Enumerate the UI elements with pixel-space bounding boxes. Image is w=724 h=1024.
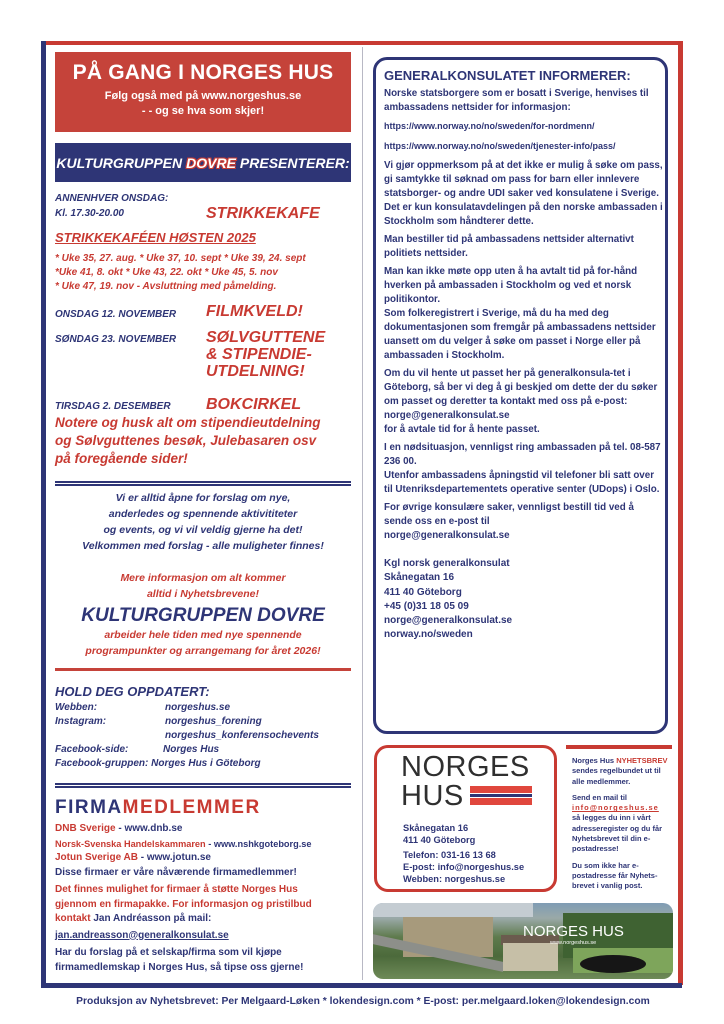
divider-line-red (55, 668, 351, 671)
firma-title (55, 797, 261, 819)
nh-address: 411 40 Göteborg (403, 835, 476, 845)
member-name: DNB Sverige (55, 823, 116, 834)
social-row (55, 743, 351, 757)
more-line: alltid i Nyhetsbrevene! (146, 588, 260, 600)
firma-title-a: FIRMA (55, 797, 123, 818)
gk-url-link[interactable]: https://www.norway.no/no/sweden/for-nordmenn/ (384, 121, 595, 131)
header-subtitle-1: Følg også med på www.norgeshus.se (104, 90, 302, 102)
open-line: Vi er alltid åpne for forslag om nye, (115, 492, 291, 504)
member-url[interactable]: www.dnb.se (124, 823, 183, 834)
event-title (206, 329, 325, 380)
gk-address-line: 411 40 Göteborg (384, 586, 462, 598)
kd-line: arbeider hele tiden med nye spennende (104, 629, 302, 641)
social-key: Webben: (55, 702, 98, 713)
gk-address-line: Skånegatan 16 (384, 572, 455, 584)
firma-current: Disse firmaer er våre nåværende firmamedlemmer! (55, 866, 297, 878)
social-row (55, 715, 351, 729)
photo-house (503, 943, 558, 971)
gk-url-link[interactable]: https://www.norway.no/no/sweden/tjenester-info/pass/ (384, 141, 616, 151)
side-p2-post: så legges du inn i vårt adresseregister og du får Nyhetsbrevet til din e-postadresse! (572, 813, 663, 854)
column-divider (362, 47, 363, 980)
member-name: Norsk-Svenska Handelskammaren (55, 838, 206, 849)
reminder-note (55, 414, 321, 468)
generalkonsulat-content (384, 68, 664, 643)
divider-line (55, 481, 351, 486)
gk-paragraph: Om du vil hente ut passet her på generalkonsula-tet i Göteborg, så ber vi deg å gi beskjed om dette der du søker om passet og deretter ta kontakt med oss på e-post: (384, 368, 658, 407)
newsletter-side-note (572, 756, 674, 898)
generalkonsulat-title: GENERALKONSULATET INFORMERER: (384, 68, 631, 83)
firma-member: Norsk-Svenska Handelskammaren - www.nshkgoteborg.se (55, 838, 312, 849)
social-value[interactable]: norgeshus_forening (165, 716, 262, 727)
strikk-dates (55, 252, 306, 294)
firma-package-line: Det finnes mulighet for firmaer å støtte Norges Hus (55, 884, 298, 895)
nh-address: Skånegatan 16 (403, 823, 469, 833)
gk-paragraph: I en nødsituasjon, vennligst ring ambassaden på tel. 08-587 236 00. (384, 442, 661, 467)
gk-address-line[interactable]: norge@generalkonsulat.se (384, 615, 513, 627)
event-date: TIRSDAG 2. DESEMBER (55, 401, 171, 412)
firma-package-line: gjennom en firmapakke. For informasjon og pristilbud (55, 898, 312, 910)
social-list (55, 701, 351, 771)
note-line: på foregående sider! (55, 451, 188, 466)
side-p2-pre: Send en mail til (572, 792, 628, 802)
note-line: og Sølvguttenes besøk, Julebasaren osv (55, 433, 317, 448)
kulturgruppen-banner (55, 143, 351, 182)
photo-url: www.norgeshus.se (550, 940, 597, 946)
logo-line-2: HUS (401, 780, 464, 812)
event-date: SØNDAG 23. NOVEMBER (55, 334, 177, 345)
kultur-dovre: DOVRE (186, 154, 236, 171)
side-note-bar (566, 745, 672, 749)
firma-member: Jotun Sverige AB - www.jotun.se (55, 852, 211, 863)
nh-web[interactable]: Webben: norgeshus.se (403, 874, 506, 884)
gk-paragraph: for å avtale tid for å hente passet. (384, 424, 540, 435)
logo-line-1: NORGES (401, 751, 530, 783)
tip-line: firmamedlemskap i Norges Hus, så tipse oss gjerne! (55, 961, 304, 973)
social-row (55, 729, 351, 743)
social-key (55, 729, 165, 743)
gk-paragraph: Vi gjør oppmerksom på at det ikke er mulig å søke om pass, gi samtykke til søknad om pass for barn eller innlevere statsborger- og andre UDI saker ved konsulatene i Sverige. (384, 160, 663, 199)
gk-paragraph: Som folkeregistrert i Sverige, må du ha med deg dokumentasjonen som fremgår på ambassadens nettsider uansett om du velger å søke om passet i Norge eller på ambassaden i Stockholm. (384, 308, 656, 361)
member-url[interactable]: www.nshkgoteborg.se (213, 838, 312, 849)
contact-email-link[interactable]: jan.andreasson@generalkonsulat.se (55, 929, 229, 941)
open-line: anderledes og spennende aktivititeter (108, 508, 298, 520)
social-key: Facebook-gruppen: (55, 758, 149, 769)
photo-pavilion (580, 955, 646, 973)
contact-name: Jan Andréasson på mail: (93, 913, 212, 924)
firma-member: DNB Sverige - www.dnb.se (55, 823, 183, 834)
kulturgruppen-dovre-block (55, 605, 351, 659)
member-name: Jotun Sverige AB (55, 852, 138, 863)
gk-email-link[interactable]: norge@generalkonsulat.se (384, 410, 510, 421)
event-date: ONSDAG 12. NOVEMBER (55, 309, 177, 320)
social-value[interactable]: Norges Hus (163, 744, 220, 755)
photo-stadium (373, 903, 533, 917)
more-line: Mere informasjon om alt kommer (120, 572, 286, 584)
header-subtitle-2: - - og se hva som skjer! (141, 105, 265, 117)
strikk-heading: STRIKKEKAFÉEN HØSTEN 2025 (55, 230, 256, 245)
strikk-date-line: * Uke 47, 19. nov - Avsluttning med påmelding. (55, 281, 277, 292)
side-p1-highlight: NYHETSBREV (616, 756, 668, 765)
social-row (55, 757, 351, 771)
gk-address-line[interactable]: norway.no/sweden (384, 629, 473, 641)
kultur-post: PRESENTERER: (239, 154, 350, 171)
event-title: BOKCIRKEL (206, 396, 302, 413)
event-title-line: SØLVGUTTENE (206, 329, 326, 346)
gk-intro: Norske statsborgere som er bosatt i Sverige, henvises til ambassadens nettsider for informasjon: (384, 88, 649, 113)
note-line: Notere og husk alt om stipendieutdelning (55, 415, 321, 430)
page-title: PÅ GANG I NORGES HUS (72, 61, 334, 84)
side-p1-post: sendes regelbundet ut til alle medlemmer. (572, 766, 661, 786)
frame-left-border (41, 41, 46, 985)
nh-phone: Telefon: 031-16 13 68 (403, 850, 496, 860)
norges-hus-contact (403, 822, 524, 885)
gk-address-line: +45 (0)31 18 05 09 (384, 600, 469, 612)
event-title-line: & STIPENDIE- (206, 346, 312, 363)
gk-paragraph: For øvrige konsulære saker, vennligst bestill tid ved å sende oss en e-post til (384, 502, 634, 527)
event-title: FILMKVELD! (206, 303, 303, 320)
strikk-date-line: * Uke 35, 27. aug. * Uke 37, 10. sept * Uke 39, 24. sept (55, 253, 306, 264)
side-email-link[interactable]: info@norgeshus.se (572, 803, 659, 813)
social-value[interactable]: norgeshus.se (165, 702, 231, 713)
gk-paragraph: Man bestiller tid på ambassadens nettsider alternativt politiets nettsider. (384, 234, 634, 259)
social-row (55, 701, 351, 715)
gk-paragraph: Utenfor ambassadens åpningstid vil telefoner bli satt over til Utenriksdepartementets operative senter (UDops) i Oslo. (384, 470, 660, 495)
firma-list (55, 822, 355, 975)
gk-paragraph: Det er kun konsulatavdelingen på den norske ambassaden i Stockholm som håndterer dette. (384, 202, 663, 227)
gk-email-link[interactable]: norge@generalkonsulat.se (384, 530, 510, 541)
firma-title-b: MEDLEMMER (122, 797, 261, 818)
kulturgruppen-dovre-title: KULTURGRUPPEN DOVRE (81, 605, 325, 626)
gk-paragraph: Man kan ikke møte opp uten å ha avtalt tid på for-hånd hverken på ambassaden i Stockholm og ved et norsk politikontor. (384, 266, 638, 305)
open-line: Velkommen med forslag - alle muligheter finnes! (82, 540, 324, 552)
photo-title: NORGES HUS (523, 923, 624, 940)
social-value[interactable]: norgeshus_konferensochevents (165, 730, 319, 741)
tip-line: Har du forslag på et selskap/firma som vil kjøpe (55, 947, 282, 958)
side-p3: Du som ikke har e-postadresse får Nyhets-brevet i vanlig post. (572, 860, 658, 891)
frame-bottom-border (41, 983, 682, 988)
strikk-label-1: ANNENHVER ONSDAG: (55, 193, 169, 204)
contact-pre: kontakt (55, 913, 91, 924)
frame-right-border (678, 41, 683, 985)
header-banner (55, 52, 351, 132)
open-line: og events, og vi vil veldig gjerne ha det! (103, 524, 303, 536)
member-url[interactable]: www.jotun.se (146, 852, 211, 863)
kultur-pre: KULTURGRUPPEN (56, 154, 183, 171)
side-p1-pre: Norges Hus (572, 756, 615, 765)
social-key: Facebook-side: (55, 744, 129, 755)
strikk-label-2: Kl. 17.30-20.00 (55, 208, 124, 219)
strikk-event-title: STRIKKEKAFE (206, 205, 320, 222)
open-for-suggestions (55, 490, 351, 554)
gk-address-line: Kgl norsk generalkonsulat (384, 558, 510, 569)
strikk-date-line: *Uke 41, 8. okt * Uke 43, 22. okt * Uke 45, 5. nov (55, 267, 278, 278)
social-value[interactable]: Norges Hus i Göteborg (151, 758, 261, 769)
kd-line: programpunkter og arrangemang for året 2026! (85, 645, 321, 657)
social-key: Instagram: (55, 716, 107, 727)
hold-updated-title: HOLD DEG OPPDATERT: (55, 684, 210, 699)
norges-hus-photo (373, 903, 673, 979)
event-title-line: UTDELNING! (206, 363, 305, 380)
footer-credits: Produksjon av Nyhetsbrevet: Per Melgaard-Løken * lokendesign.com * E-post: per.melgaard.loken@lokendesign.com (76, 996, 650, 1007)
frame-top-border (41, 41, 682, 45)
more-info (55, 570, 351, 602)
flag-stripes-icon (470, 786, 532, 805)
nh-email[interactable]: E-post: info@norgeshus.se (403, 862, 525, 872)
divider-line (55, 783, 351, 788)
